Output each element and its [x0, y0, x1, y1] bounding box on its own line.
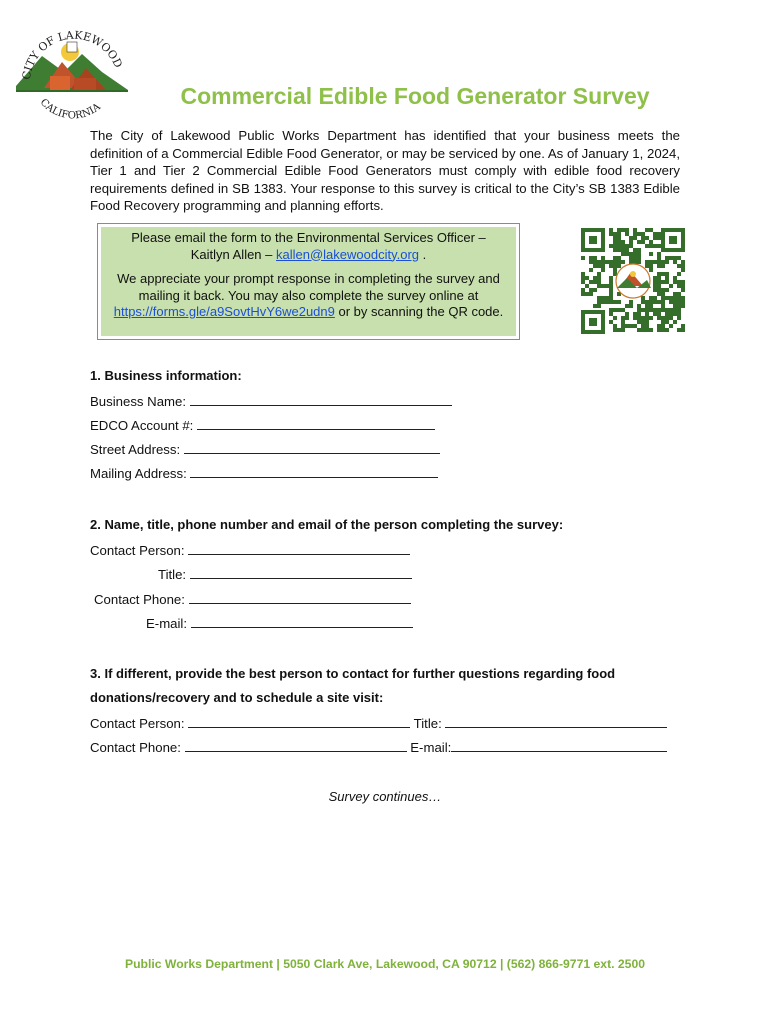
survey-form-link[interactable]: https://forms.gle/a9SovtHvY6we2udn9 [113, 304, 335, 319]
section-3-heading-line-2: donations/recovery and to schedule a site visit: [90, 690, 384, 705]
email-instruction: Please email the form to the Environmental Services Officer – Kaitlyn Allen – kallen@lakewoodcity.org . [131, 230, 486, 262]
business-name-label: Business Name: [90, 394, 187, 409]
s2-contact-person-field[interactable] [188, 542, 410, 555]
officer-email-link[interactable]: kallen@lakewoodcity.org [276, 246, 420, 262]
s3-contact-person-label: Contact Person: [90, 716, 185, 731]
survey-qr-code[interactable] [581, 228, 685, 334]
s3-email-field[interactable] [451, 739, 667, 752]
s2-contact-phone-field[interactable] [189, 591, 411, 604]
survey-continues-note: Survey continues… [328, 789, 442, 804]
street-address-label: Street Address: [90, 442, 181, 457]
s2-title-row [158, 566, 412, 582]
page-footer: Public Works Department | 5050 Clark Ave, Lakewood, CA 90712 | (562) 866-9771 ext. 2500 [124, 957, 646, 971]
intro-paragraph: The City of Lakewood Public Works Department has identified that your business meets the definition of a Commercial Edible Food Generator, or may be serviced by one. As of January 1, 2024, Tier 1 and Tier 2 Commercial Edible Food Generators must comply with edible food recovery requirements defined in SB 1383. Your response to this survey is critical to the City’s SB 1383 Edible Food Recovery programming and planning efforts. [90, 128, 680, 213]
business-name-field[interactable] [190, 393, 452, 406]
logo-ring-top-text: CITY OF LAKEWOOD [19, 28, 125, 81]
instructions-box [97, 223, 520, 340]
s3-contact-title-row [90, 715, 667, 731]
s2-contact-person-row [90, 542, 410, 558]
s2-email-label: E-mail: [146, 616, 188, 631]
s3-title-field[interactable] [445, 715, 667, 728]
logo-ring-bottom-text: CALIFORNIA [37, 96, 103, 122]
s3-email-label: E-mail: [410, 740, 452, 755]
mailing-address-row [90, 465, 438, 481]
s2-email-row [146, 615, 413, 631]
edco-account-label: EDCO Account #: [90, 418, 194, 433]
s3-phone-email-row [90, 739, 667, 755]
s3-contact-phone-label: Contact Phone: [90, 740, 181, 755]
s3-contact-phone-field[interactable] [185, 739, 407, 752]
street-address-row [90, 441, 440, 457]
edco-account-row [90, 417, 435, 433]
s2-email-field[interactable] [191, 615, 413, 628]
online-instruction: We appreciate your prompt response in completing the survey and mailing it back. You may also complete the survey online at https://forms.gle/a9SovtHvY6we2udn9 or by scanning the QR code. [113, 271, 504, 319]
s2-contact-person-label: Contact Person: [90, 543, 185, 558]
section-1-heading: 1. Business information: [90, 368, 242, 383]
s2-contact-phone-row [94, 591, 411, 607]
city-of-lakewood-seal-logo [12, 14, 134, 126]
mailing-address-label: Mailing Address: [90, 466, 187, 481]
section-3-heading-line-1: 3. If different, provide the best person to contact for further questions regarding food [90, 666, 616, 681]
document-title: Commercial Edible Food Generator Survey [180, 83, 650, 109]
s2-contact-phone-label: Contact Phone: [94, 592, 185, 607]
business-name-row [90, 393, 452, 409]
s2-title-label: Title: [158, 567, 187, 582]
street-address-field[interactable] [184, 441, 440, 454]
s3-contact-person-field[interactable] [188, 715, 410, 728]
mailing-address-field[interactable] [190, 465, 438, 478]
edco-account-field[interactable] [197, 417, 435, 430]
s2-title-field[interactable] [190, 566, 412, 579]
section-2-heading: 2. Name, title, phone number and email of the person completing the survey: [90, 517, 564, 532]
s3-title-label: Title: [413, 716, 442, 731]
